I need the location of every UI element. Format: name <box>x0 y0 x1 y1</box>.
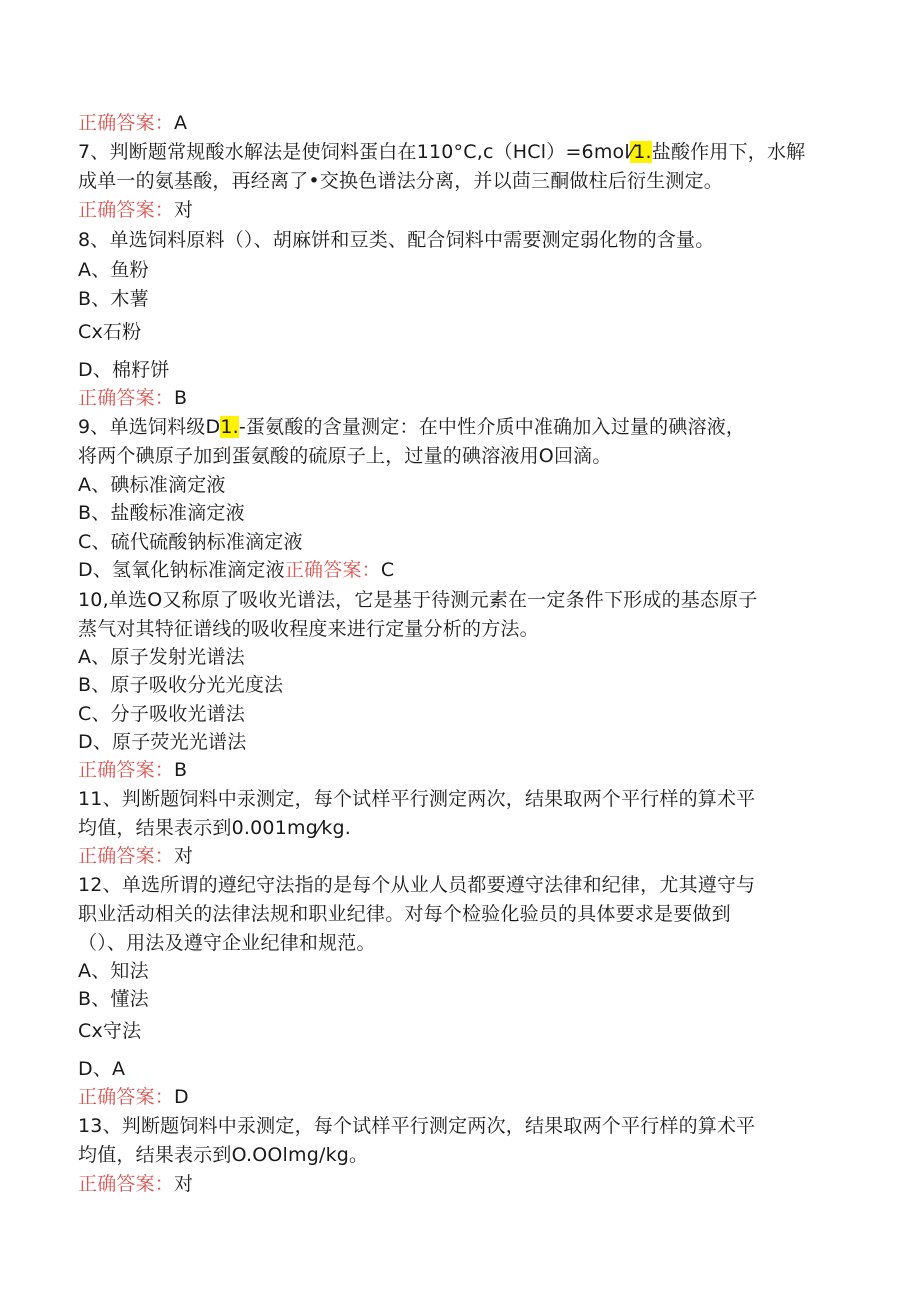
answer-value: B <box>174 387 188 409</box>
line-text: D、棉籽饼 <box>78 359 170 381</box>
text-line <box>78 1017 141 1045</box>
line-text: A、知法 <box>78 960 149 982</box>
answer-label: 正确答案： <box>78 1173 175 1195</box>
text-line <box>78 256 149 284</box>
highlighted-text: ⁄1. <box>629 141 652 163</box>
answer-value: B <box>174 759 188 781</box>
line-text: 9、单选饲料级D <box>78 416 221 438</box>
line-text: D、原子荧光光谱法 <box>78 731 247 753</box>
line-text: 职业活动相关的法律法规和职业纪律。对每个检验化验员的具体要求是要做到 <box>78 903 731 925</box>
line-text: 7、判断题常规酸水解法是使饲料蛋白在110°C,c（HCl）=6mol <box>78 141 630 163</box>
line-text: B、懂法 <box>78 988 149 1010</box>
answer-label: 正确答案： <box>78 112 175 134</box>
answer-label: 正确答案： <box>78 199 175 221</box>
text-line <box>78 643 245 671</box>
answer-label: 正确答案： <box>78 845 175 867</box>
answer-label: 正确答案： <box>78 1086 175 1108</box>
text-line <box>78 700 245 728</box>
line-text: 10,单选O又称原了吸收光谱法，它是基于待测元素在一定条件下形成的基态原子 <box>78 589 758 611</box>
line-text: 成单一的氨基酸，再经离了•交换色谱法分离，并以茴三酮做柱后衍生测定。 <box>78 170 724 192</box>
text-line <box>78 167 723 195</box>
line-text: C、硫代硫酸钠标准滴定液 <box>78 531 303 553</box>
answer-line <box>78 384 187 412</box>
answer-line <box>78 756 187 784</box>
text-line <box>78 138 805 166</box>
line-text: 8、单选饲料原料（）、胡麻饼和豆类、配合饲料中需要测定弱化物的含量。 <box>78 229 715 251</box>
line-text: 盐酸作用下，水解 <box>651 141 806 163</box>
line-text: 13、判断题饲料中汞测定，每个试样平行测定两次，结果取两个平行样的算术平 <box>78 1115 756 1137</box>
text-line <box>78 442 612 470</box>
line-text: 11、判断题饲料中汞测定，每个试样平行测定两次，结果取两个平行样的算术平 <box>78 788 756 810</box>
line-text: 将两个碘原子加到蛋氨酸的硫原子上，过量的碘溶液用O回滴。 <box>78 445 612 467</box>
line-text: A、原子发射光谱法 <box>78 646 245 668</box>
text-line <box>78 1112 755 1140</box>
line-text: D、氢氧化钠标准滴定液 <box>78 559 285 581</box>
line-text: A、鱼粉 <box>78 259 149 281</box>
text-line <box>78 957 149 985</box>
text-line <box>78 785 755 813</box>
answer-label: 正确答案： <box>78 387 175 409</box>
text-line <box>78 318 141 346</box>
answer-line <box>78 1170 193 1198</box>
text-line <box>78 728 246 756</box>
line-text: 12、单选所谓的遵纪守法指的是每个从业人员都要遵守法律和纪律，尤其遵守与 <box>78 874 756 896</box>
line-text: 均值，结果表示到O.OOlmg/kg。 <box>78 1144 369 1166</box>
line-text: B、木薯 <box>78 288 149 310</box>
text-line <box>78 356 170 384</box>
text-line <box>78 615 539 643</box>
answer-value: A <box>174 112 188 134</box>
line-text: A、碘标准滴定液 <box>78 474 226 496</box>
text-line <box>78 471 226 499</box>
text-line <box>78 499 245 527</box>
answer-value: 对 <box>174 1173 194 1195</box>
answer-value: D <box>174 1086 189 1108</box>
text-line <box>78 814 351 842</box>
answer-value: 对 <box>174 845 194 867</box>
answer-label: 正确答案： <box>78 759 175 781</box>
text-line <box>78 556 394 584</box>
text-line <box>78 285 149 313</box>
text-line <box>78 226 714 254</box>
line-text: Cx守法 <box>78 1020 142 1042</box>
answer-label: 正确答案： <box>284 559 381 581</box>
answer-line <box>78 1083 189 1111</box>
text-line <box>78 586 758 614</box>
line-text: 蒸气对其特征谱线的吸收程度来进行定量分析的方法。 <box>78 618 539 640</box>
text-line <box>78 413 745 441</box>
line-text: 均值，结果表示到0.001mg⁄kg. <box>78 817 352 839</box>
text-line <box>78 671 283 699</box>
answer-line <box>78 109 187 137</box>
highlighted-text: 1. <box>220 416 239 438</box>
text-line <box>78 929 376 957</box>
text-line <box>78 871 755 899</box>
text-line <box>78 1055 125 1083</box>
answer-line <box>78 196 193 224</box>
line-text: D、A <box>78 1058 126 1080</box>
line-text: B、原子吸收分光光度法 <box>78 674 284 696</box>
line-text: Cx石粉 <box>78 321 142 343</box>
text-line <box>78 528 303 556</box>
line-text: （）、用法及遵守企业纪律和规范。 <box>78 932 376 954</box>
answer-line <box>78 842 193 870</box>
text-line <box>78 900 731 928</box>
line-text: C、分子吸收光谱法 <box>78 703 246 725</box>
answer-value: C <box>380 559 395 581</box>
line-text: B、盐酸标准滴定液 <box>78 502 245 524</box>
text-line <box>78 985 149 1013</box>
line-text: -蛋氨酸的含量测定：在中性介质中准确加入过量的碘溶液， <box>238 416 746 438</box>
text-line <box>78 1141 368 1169</box>
answer-value: 对 <box>174 199 194 221</box>
